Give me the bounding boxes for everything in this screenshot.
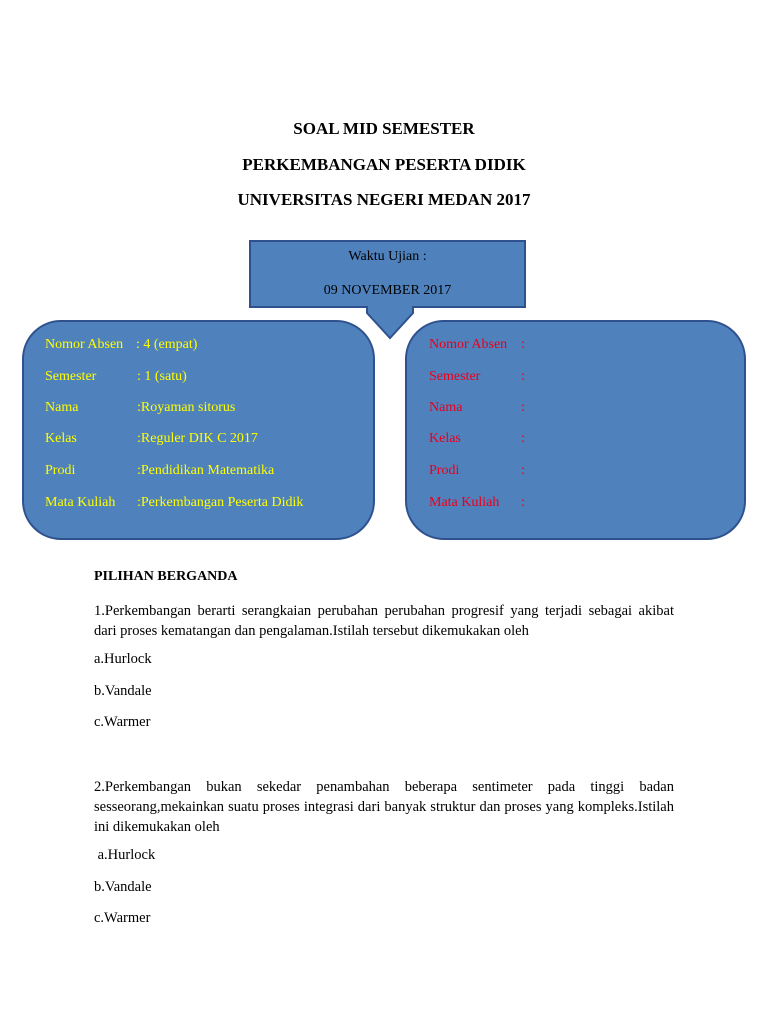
question-1-option-a: a.Hurlock [94, 651, 152, 667]
section-title: PILIHAN BERGANDA [94, 569, 238, 584]
right-value-nama: : [521, 400, 525, 415]
title-line-1: SOAL MID SEMESTER [293, 119, 475, 138]
right-value-semester: : [521, 369, 525, 384]
left-value-mata-kuliah: :Perkembangan Peserta Didik [137, 495, 304, 510]
question-1-option-c: c.Warmer [94, 714, 151, 730]
right-label-mata-kuliah: Mata Kuliah [429, 495, 500, 510]
right-value-kelas: : [521, 431, 525, 446]
exam-time-label: Waktu Ujian : [348, 249, 427, 264]
right-label-nama: Nama [429, 400, 463, 415]
right-value-nomor-absen: : [521, 337, 525, 352]
left-value-nama: :Royaman sitorus [137, 400, 236, 415]
exam-time-date: 09 NOVEMBER 2017 [323, 283, 452, 298]
question-1-text: 1.Perkembangan berarti serangkaian perubahan perubahan progresif yang terjadi sebagai akibat dari proses kematangan dan pengalaman.Istilah tersebut dikemukakan oleh [94, 603, 674, 639]
right-value-prodi: : [521, 463, 525, 478]
left-value-semester: : 1 (satu) [137, 369, 187, 384]
left-label-nama: Nama [45, 400, 79, 415]
left-label-mata-kuliah: Mata Kuliah [45, 495, 116, 510]
right-label-prodi: Prodi [429, 463, 460, 478]
left-label-kelas: Kelas [45, 431, 77, 446]
right-label-kelas: Kelas [429, 431, 461, 446]
left-label-semester: Semester [45, 369, 97, 384]
title-line-2: PERKEMBANGAN PESERTA DIDIK [242, 155, 526, 174]
question-2-option-c: c.Warmer [94, 910, 151, 926]
question-2-option-b: b.Vandale [94, 879, 152, 895]
question-2-text: 2.Perkembangan bukan sekedar penambahan beberapa sentimeter pada tinggi badan sesseorang,mekainkan suatu proses integrasi dari banyak struktur dan proses yang kompleks.Istilah ini dikemukakan oleh [94, 779, 674, 835]
right-value-mata-kuliah: : [521, 495, 525, 510]
question-2-option-a: a.Hurlock [94, 847, 156, 863]
left-label-nomor-absen: Nomor Absen [45, 337, 124, 352]
question-1-option-b: b.Vandale [94, 683, 152, 699]
left-value-nomor-absen: : 4 (empat) [136, 337, 198, 352]
left-label-prodi: Prodi [45, 463, 76, 478]
left-value-prodi: :Pendidikan Matematika [137, 463, 275, 478]
right-label-semester: Semester [429, 369, 481, 384]
title-line-3: UNIVERSITAS NEGERI MEDAN 2017 [237, 190, 531, 209]
right-label-nomor-absen: Nomor Absen [429, 337, 508, 352]
left-value-kelas: :Reguler DIK C 2017 [137, 431, 258, 446]
